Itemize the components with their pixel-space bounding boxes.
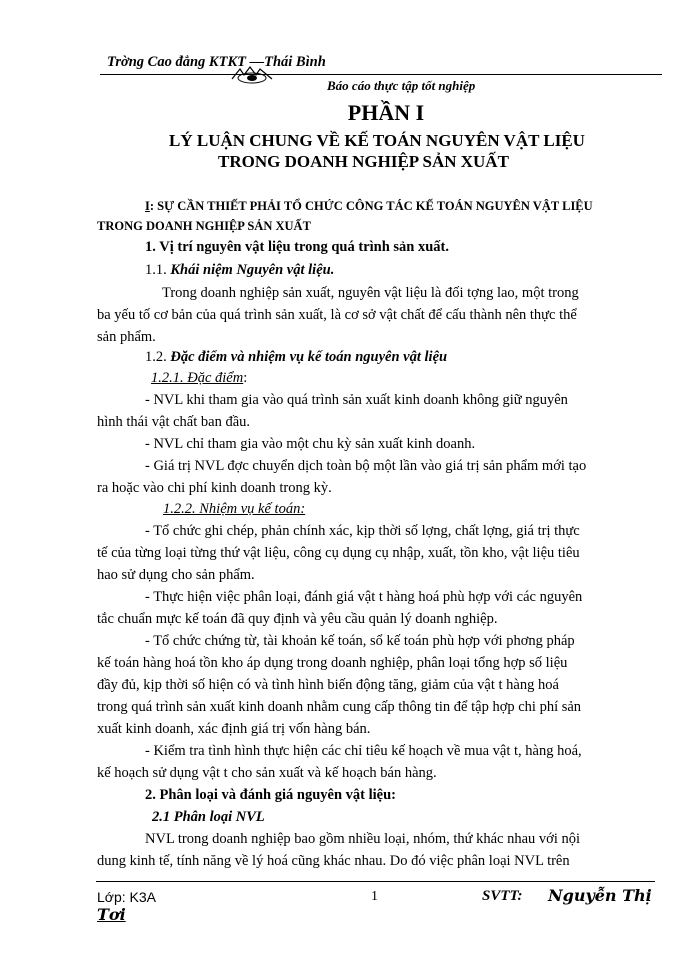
paragraph-line: kế toán hàng hoá tồn kho áp dụng trong doanh nghiệp, phân loại tổng hợp số liệu: [97, 655, 568, 671]
part-subtitle-line2: TRONG DOANH NGHIỆP SẢN XUẤT: [218, 152, 509, 171]
heading-1-2-2-text: 1.2.2. Nhiệm vụ kế toán:: [163, 501, 306, 517]
paragraph-line: ba yếu tố cơ bản của quá trình sản xuất, là cơ sở vật chất để cấu thành nên thực thể: [97, 307, 577, 323]
paragraph-line: - Tổ chức chứng từ, tài khoản kế toán, sổ kế toán phù hợp với phơng pháp: [145, 633, 575, 649]
paragraph-line: tắc chuẩn mực kế toán đã quy định và yêu cầu quản lý doanh nghiệp.: [97, 611, 498, 627]
section-I-line2: TRONG DOANH NGHIỆP SẢN XUẤT: [97, 219, 311, 233]
heading-1-2-text: Đặc điểm và nhiệm vụ kế toán nguyên vật liệu: [170, 349, 448, 365]
heading-1-1-text: Khái niệm Nguyên vật liệu.: [170, 262, 335, 278]
paragraph-line: - Thực hiện việc phân loại, đánh giá vật t hàng hoá phù hợp với các nguyên: [145, 589, 583, 605]
heading-1-1: [145, 262, 334, 279]
paragraph-line: dung kinh tế, tính năng về lý hoá cũng khác nhau. Do đó việc phân loại NVL trên: [97, 853, 570, 869]
paragraph-line: Trong doanh nghiệp sản xuất, nguyên vật liệu là đối tợng lao, một trong: [162, 285, 579, 301]
part-subtitle-line1: LÝ LUẬN CHUNG VỀ KẾ TOÁN NGUYÊN VẬT LIỆU: [169, 131, 585, 150]
paragraph-line: - Giá trị NVL đợc chuyển dịch toàn bộ một lần vào giá trị sản phẩm mới tạo: [145, 458, 587, 474]
paragraph-line: trong quá trình sản xuất kinh doanh nhằm cung cấp thông tin để tập hợp chi phí sản: [97, 699, 582, 715]
footer-student-name-continued: Tơi: [97, 905, 126, 924]
paragraph-line: hao sử dụng cho sản phẩm.: [97, 567, 255, 583]
report-title: Báo cáo thực tập tốt nghiệp: [327, 78, 476, 93]
paragraph-line: hình thái vật chất ban đầu.: [97, 414, 251, 430]
header-rule: [100, 74, 662, 75]
heading-2-1: 2.1 Phân loại NVL: [152, 809, 265, 825]
part-title: PHẦN I: [347, 100, 425, 125]
heading-2: 2. Phân loại và đánh giá nguyên vật liệu:: [145, 787, 396, 803]
heading-1-2-1-suffix: :: [243, 370, 248, 386]
heading-1-2-2: [163, 501, 305, 518]
heading-1-2: [145, 349, 447, 366]
footer-rule: [96, 881, 655, 882]
heading-1-2-1-text: 1.2.1. Đặc điểm: [151, 370, 244, 386]
paragraph-line: - NVL chỉ tham gia vào một chu kỳ sản xuất kinh doanh.: [145, 436, 476, 452]
paragraph-line: - Tổ chức ghi chép, phản chính xác, kịp thời số lợng, chất lợng, giá trị thực: [145, 523, 580, 539]
footer-class: Lớp: K3A: [97, 889, 156, 905]
section-I-heading: [145, 199, 593, 214]
page-number: 1: [371, 889, 378, 904]
paragraph-line: NVL trong doanh nghiệp bao gồm nhiều loại, nhóm, thứ khác nhau với nội: [145, 831, 581, 847]
footer-svtt-label: SVTT:: [482, 888, 523, 904]
paragraph-line: sản phẩm.: [97, 329, 156, 345]
heading-1-2-number: 1.2.: [145, 349, 171, 365]
paragraph-line: tế của từng loại từng thứ vật liệu, công cụ dụng cụ nhập, xuất, tồn kho, vật liệu tiêu: [97, 545, 580, 561]
paragraph-line: - NVL khi tham gia vào quá trình sản xuất kinh doanh không giữ nguyên: [145, 392, 568, 408]
paragraph-line: - Kiểm tra tình hình thực hiện các chỉ tiêu kế hoạch về mua vật t, hàng hoá,: [145, 743, 582, 759]
paragraph-line: xuất kinh doanh, xác định giá trị vốn hàng bán.: [97, 721, 371, 737]
school-name: Trờng Cao đẳng KTKT —Thái Bình: [107, 54, 326, 70]
heading-1: 1. Vị trí nguyên vật liệu trong quá trình sản xuất.: [145, 239, 450, 255]
heading-1-1-number: 1.1.: [145, 262, 171, 278]
heading-1-2-1: [151, 370, 247, 387]
paragraph-line: đầy đủ, kịp thời số hiện có và tình hình biến động tăng, giảm của vật t hàng hoá: [97, 677, 559, 693]
paragraph-line: kế hoạch sử dụng vật t cho sản xuất và kế hoạch bán hàng.: [97, 765, 437, 781]
paragraph-line: ra hoặc vào chi phí kinh doanh trong kỳ.: [97, 480, 332, 496]
school-logo-icon: [230, 63, 274, 87]
section-I-number: I: [145, 199, 150, 213]
footer-student-name: Nguyễn Thị: [548, 886, 652, 905]
section-I-line1: : SỰ CẦN THIẾT PHẢI TỔ CHỨC CÔNG TÁC KẾ TOÁN NGUYÊN VẬT LIỆU: [149, 199, 593, 213]
